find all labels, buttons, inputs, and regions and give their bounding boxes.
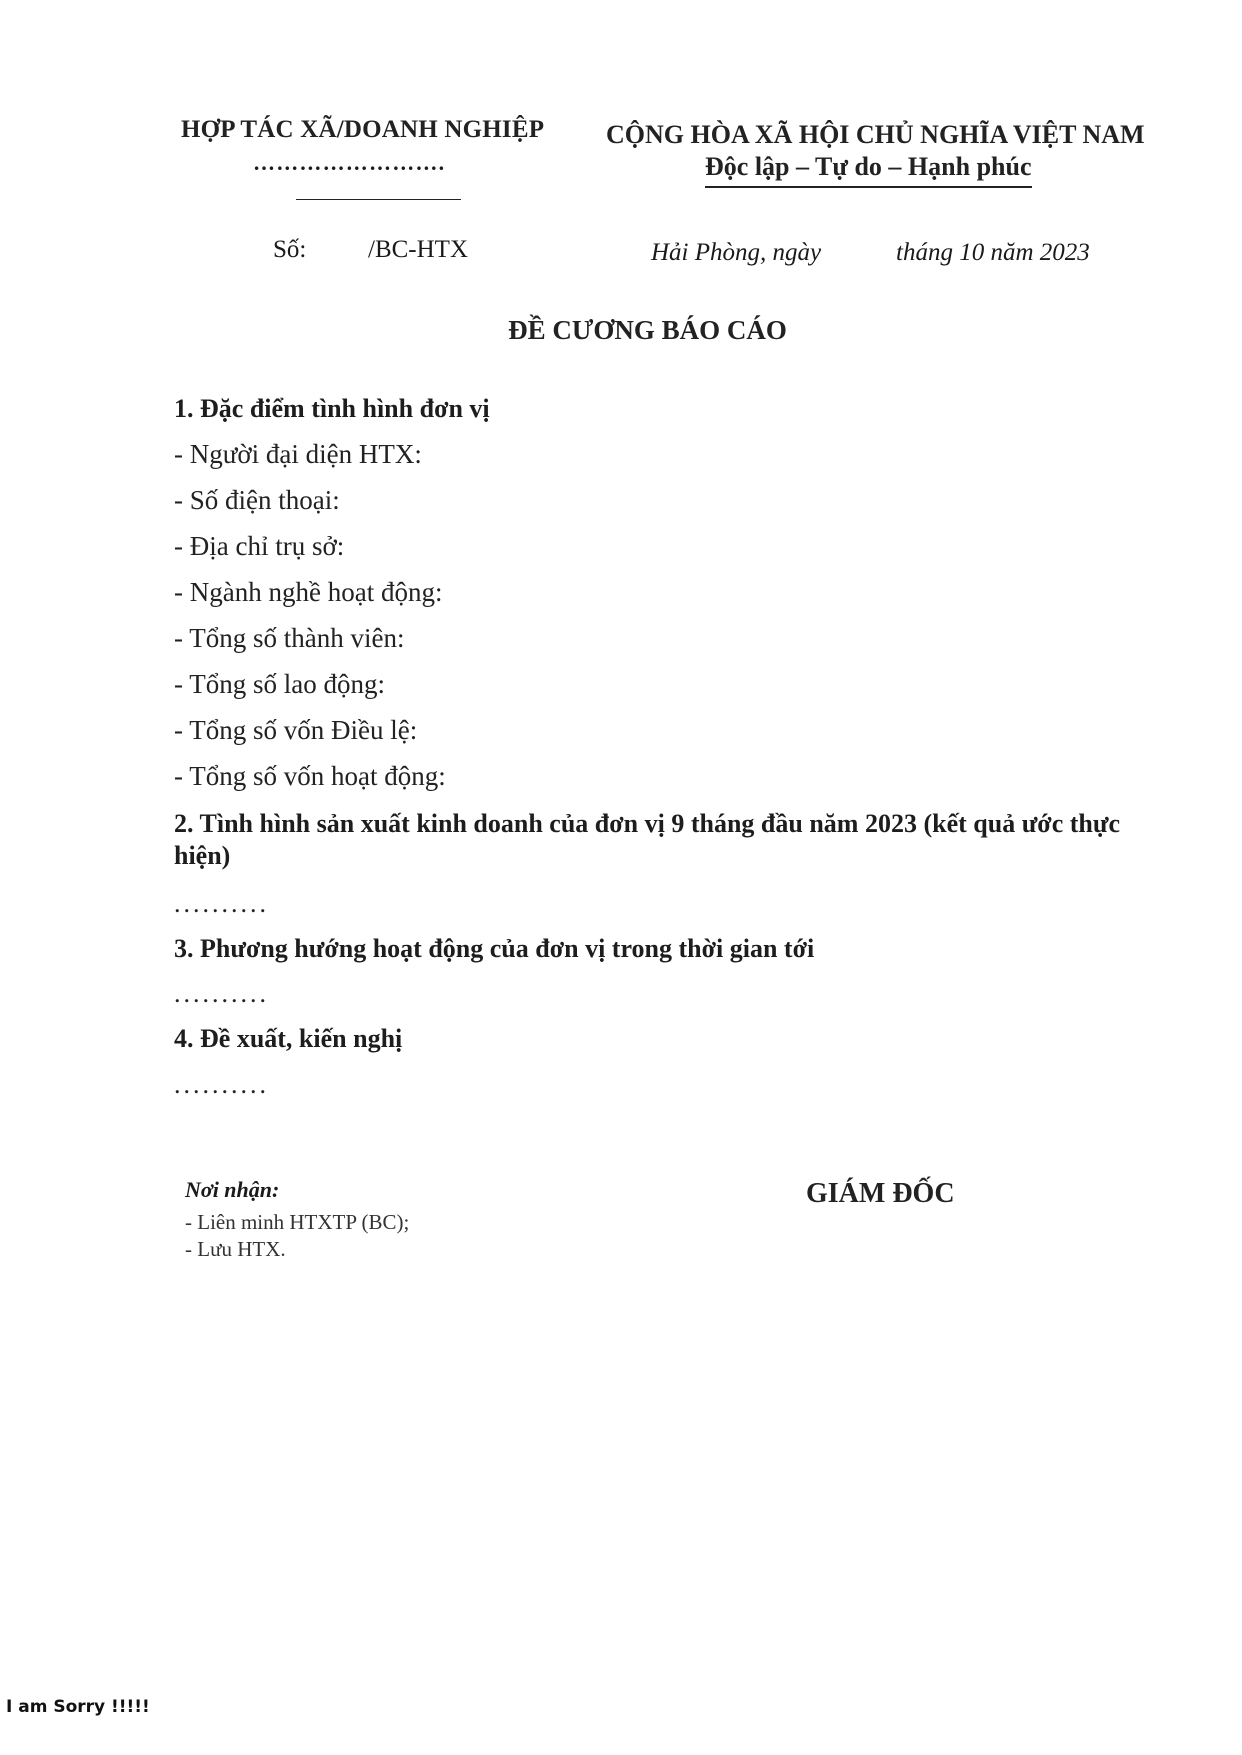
recipient-item: - Liên minh HTXTP (BC); bbox=[185, 1210, 410, 1234]
national-motto: Độc lập – Tự do – Hạnh phúc bbox=[705, 152, 1032, 188]
section-3-heading: 3. Phương hướng hoạt động của đơn vị trong thời gian tới bbox=[174, 934, 815, 963]
header-divider bbox=[296, 199, 461, 200]
organization-name: HỢP TÁC XÃ/DOANH NGHIỆP bbox=[181, 116, 545, 143]
section-4-content: .......... bbox=[174, 1070, 269, 1099]
list-item: - Người đại diện HTX: bbox=[174, 439, 422, 469]
list-item: - Địa chỉ trụ sở: bbox=[174, 531, 345, 561]
doc-number-code: /BC-HTX bbox=[368, 236, 468, 263]
section-3-content: .......... bbox=[174, 979, 269, 1008]
recipient-item: - Lưu HTX. bbox=[185, 1237, 286, 1261]
month-and-year: tháng 10 năm 2023 bbox=[896, 239, 1090, 266]
list-item: - Tổng số vốn hoạt động: bbox=[174, 761, 446, 791]
section-1-heading: 1. Đặc điểm tình hình đơn vị bbox=[174, 394, 490, 423]
list-item: - Tổng số vốn Điều lệ: bbox=[174, 715, 418, 745]
section-2-heading: 2. Tình hình sản xuất kinh doanh của đơn vị 9 tháng đầu năm 2023 (kết quả ước thực hiện) bbox=[174, 809, 1120, 870]
section-2-content: .......... bbox=[174, 889, 269, 918]
overlay-caption: I am Sorry !!!!! bbox=[6, 1697, 150, 1717]
document-title: ĐỀ CƯƠNG BÁO CÁO bbox=[508, 315, 787, 345]
nation-title: CỘNG HÒA XÃ HỘI CHỦ NGHĨA VIỆT NAM bbox=[606, 120, 1145, 149]
section-4-heading: 4. Đề xuất, kiến nghị bbox=[174, 1024, 403, 1053]
list-item: - Tổng số thành viên: bbox=[174, 623, 405, 653]
list-item: - Tổng số lao động: bbox=[174, 669, 385, 699]
recipients-title: Nơi nhận: bbox=[185, 1177, 280, 1202]
signer-title: GIÁM ĐỐC bbox=[806, 1178, 955, 1209]
doc-number-label: Số: bbox=[273, 236, 307, 263]
list-item: - Ngành nghề hoạt động: bbox=[174, 577, 443, 607]
list-item: - Số điện thoại: bbox=[174, 485, 340, 515]
place-and-day: Hải Phòng, ngày bbox=[651, 239, 822, 266]
organization-name-placeholder: ……………………. bbox=[253, 150, 446, 175]
